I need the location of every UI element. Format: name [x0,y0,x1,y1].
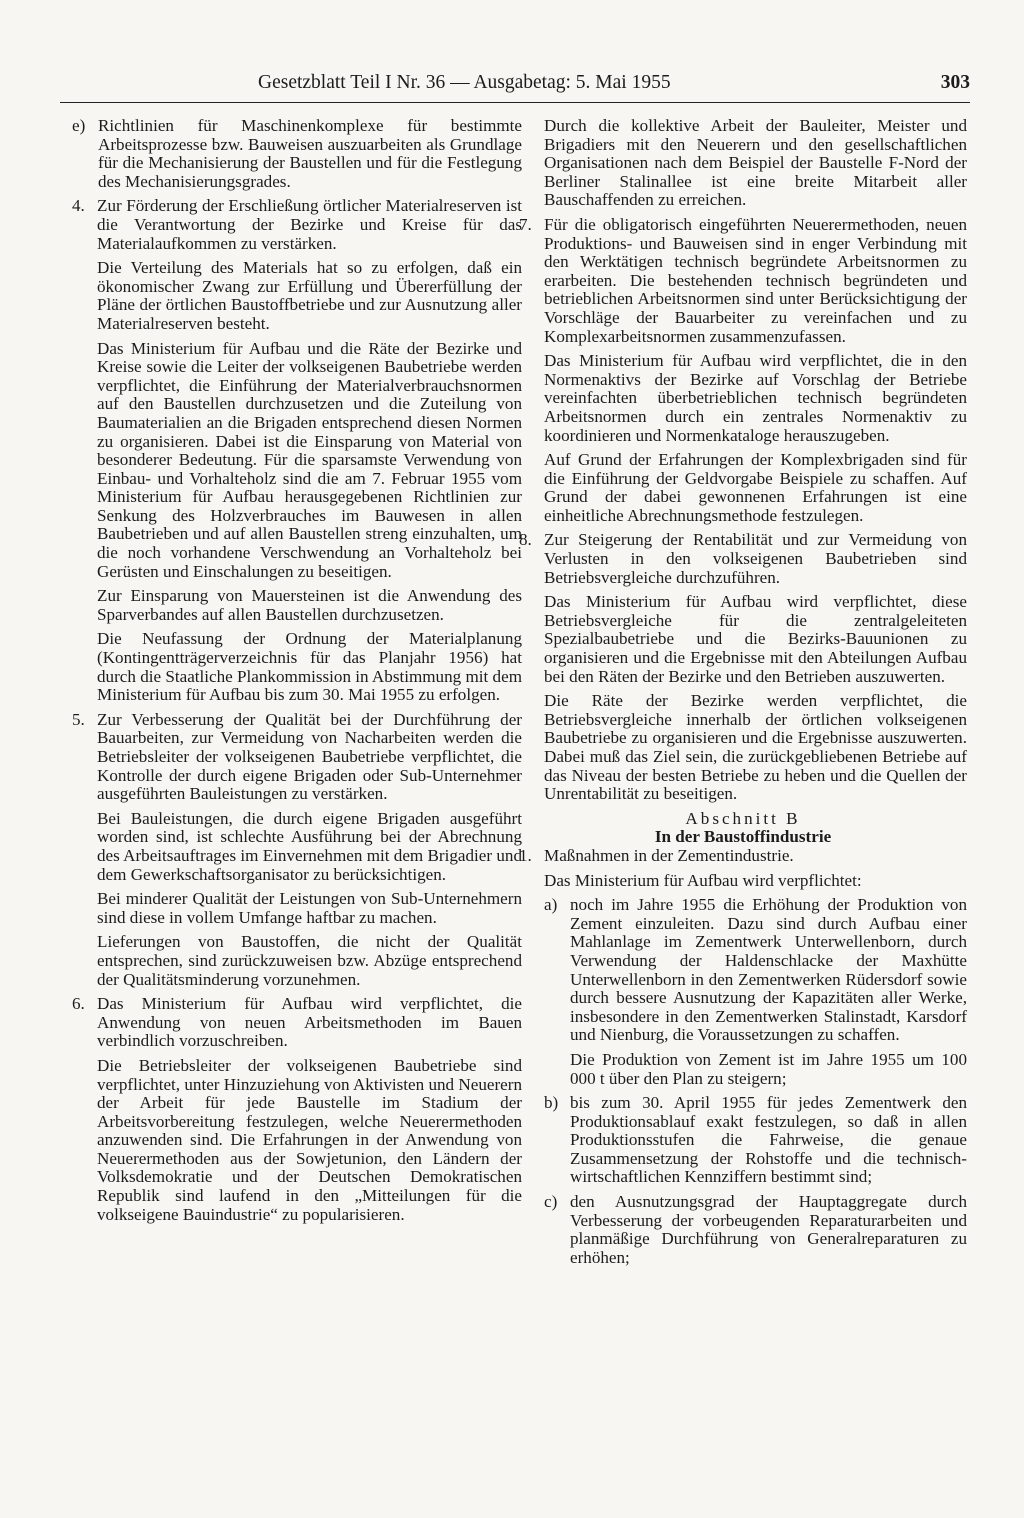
paragraph: Zur Einsparung von Mauersteinen ist die Anwendung des Sparverbandes auf allen Baustellen durchzusetzen. [97,586,522,624]
item-marker: b) [544,1093,559,1113]
paragraph: Zur Steigerung der Rentabilität und zur Vermeidung von Verlusten in den volkseigenen Baubetrieben sind Betriebsvergleiche durchzuführen. [544,530,967,587]
paragraph: Die Betriebsleiter der volkseigenen Baubetriebe sind verpflichtet, unter Hinzuziehung von Aktivisten und Neuerern der Arbeit für jede Baustelle im Stadium der Arbeitsvorbereitung festzulegen, welche Neuerermethoden anzuwenden sind. Die Erfahrungen in der Anwendung von Neuerermethoden aus der Sowjetunion, den Ländern der Volksdemokratie und der Deutschen Demokratischen Republik sind laufend in den „Mitteilungen für die volkseigene Bauindustrie“ zu popularisieren. [97,1055,522,1224]
paragraph: noch im Jahre 1955 die Erhöhung der Produktion von Zement einzuleiten. Dazu sind durch Aufbau einer Mahlanlage im Zementwerk Unterwellenborn, durch Verwendung der Haldenschlacke der Maxhütte Unterwellenborn in den Zementwerken Rüdersdorf sowie durch bessere Ausnutzung der Kapazitäten aller Werke, insbesondere in den Zementwerken Stalinstadt, Karsdorf und Nienburg, die Voraussetzungen zu schaffen. [570,895,967,1045]
paragraph: Auf Grund der Erfahrungen der Komplexbrigaden sind für die Einführung der Geldvorgabe Beispiele zu schaffen. Auf Grund der dabei gewonnenen Erfahrungen ist eine einheitliche Abrechnungsmethode festzulegen. [544,450,967,525]
item-number: 7. [519,214,532,234]
sub-item-c [544,1193,967,1267]
paragraph: Das Ministerium für Aufbau wird verpflichtet, diese Betriebsvergleiche für die zentralgeleiteten Spezialbaubetriebe und die Bezirks-Bauunionen zu organisieren und die Ergebnisse mit den Abteilungen Aufbau bei den Räten der Bezirke und den Betrieben auszuwerten. [544,592,967,686]
paragraph: Das Ministerium für Aufbau wird verpflichtet, die in den Normenaktivs der Bezirke auf Vorschlag der Betriebe vereinfachten überbetrieblichen technisch begründeten Arbeitsnormen durch ein zentrales Normenaktiv zu koordinieren und Normenkataloge herauszugeben. [544,351,967,445]
paragraph: Die Räte der Bezirke werden verpflichtet, die Betriebsvergleiche innerhalb der örtlichen volkseigenen Baubetriebe zu organisieren und die Ergebnisse auszuwerten. Dabei muß das Ziel sein, die zurückgebliebenen Betriebe auf das Niveau der besten Betriebe zu heben und die Quellen der Unrentabilität zu beseitigen. [544,691,967,804]
item-number: 5. [72,709,85,729]
paragraph: Durch die kollektive Arbeit der Bauleiter, Meister und Brigadiers mit den Neuerern und den gesellschaftlichen Organisationen nach dem Beispiel der Baustelle F-Nord der Berliner Stalinallee ist eine breite Mitarbeit aller Bauschaffenden zu erreichen. [544,116,967,210]
paragraph: Das Ministerium für Aufbau wird verpflichtet: [544,870,862,890]
list-item-4 [72,197,522,704]
paragraph: Die Produktion von Zement ist im Jahre 1955 um 100 000 t über den Plan zu steigern; [570,1049,967,1088]
paragraph: bis zum 30. April 1955 für jedes Zementwerk den Produktionsablauf exakt festzulegen, so daß in allen Produktionsstufen die Fahrweise, die genaue Zusammensetzung der Rohstoffe und die technisch-wirtschaftlichen Kennziffern bestimmt sind; [570,1093,967,1187]
paragraph: Das Ministerium für Aufbau und die Räte der Bezirke und Kreise sowie die Leiter der volkseigenen Baubetriebe werden verpflichtet, die Einführung der Materialverbrauchsnormen auf den Baustellen durchzusetzen und die Zuteilung von Baumaterialien an die Brigaden entsprechend diesen Normen zu organisieren. Dabei ist die Einsparung von Material von besonderer Bedeutung. Für die sparsamste Verwendung von Einbau- und Vorhalteholz sind die am 7. Februar 1955 vom Ministerium für Aufbau herausgegebenen Richtlinien zur Senkung des Holzverbrauches im Bauwesen in allen Baubetrieben und auf allen Baustellen streng einzuhalten, um die noch vorhandene Verschwendung an Vorhalteholz bei Gerüsten und Einschalungen zu beseitigen. [97,338,522,581]
sub-item-a [544,896,967,1088]
paragraph: Die Verteilung des Materials hat so zu erfolgen, daß ein ökonomischer Zwang zur Erfüllung und Übererfüllung der Pläne der örtlichen Baustoffbetriebe und zur Ausnutzung aller Materialreserven besteht. [97,258,522,333]
list-item-8 [519,531,967,803]
item-title: Maßnahmen in der Zementindustrie. [544,845,794,865]
paragraph: Bei minderer Qualität der Leistungen von Sub-Unternehmern sind diese in vollem Umfange haftbar zu machen. [97,889,522,927]
right-column [519,117,967,1273]
paragraph: Zur Förderung der Erschließung örtlicher Materialreserven ist die Verantwortung der Bezirke und Kreise für das Materialaufkommen zu verstärken. [97,196,522,253]
list-item-5 [72,711,522,989]
paragraph: Zur Verbesserung der Qualität bei der Durchführung der Bauarbeiten, zur Vermeidung von Nacharbeiten werden die Betriebsleiter der volkseigenen Baubetriebe verpflichtet, die Kontrolle der durch eigene Brigaden oder Sub-Unternehmer ausgeführten Bauleistungen zu verstärken. [97,709,522,804]
list-item-b1 [519,847,967,1267]
list-item-6 [72,995,522,1224]
page-header [60,72,970,103]
section-subheading: In der Baustoffindustrie [654,827,832,847]
paragraph: Das Ministerium für Aufbau wird verpflichtet, die Anwendung von neuen Arbeitsmethoden im Bauen verbindlich vorzuschreiben. [97,994,522,1051]
section-heading: Abschnitt B [685,808,801,828]
header-title: Gesetzblatt Teil I Nr. 36 — Ausgabetag: 5. Mai 1955 [258,72,671,93]
paragraph: Lieferungen von Baustoffen, die nicht der Qualität entsprechen, sind zurückzuweisen bzw. Abzüge entsprechend der Qualitätsminderung vorzunehmen. [97,932,522,989]
sub-item-b [544,1094,967,1187]
paragraph: Bei Bauleistungen, die durch eigene Brigaden ausgeführt worden sind, ist schlechte Ausführung bei der Abrechnung des Arbeitsauftrages im Einvernehmen mit dem Brigadier und dem Gewerkschaftsorganisator zu berücksichtigen. [97,808,522,884]
paragraph: Die Neufassung der Ordnung der Materialplanung (Kontingentträgerverzeichnis für das Planjahr 1956) hat durch die Staatliche Plankommission in Abstimmung mit dem Ministerium für Aufbau bis zum 30. Mai 1955 zu erfolgen. [97,629,522,705]
paragraph: den Ausnutzungsgrad der Hauptaggregate durch Verbesserung der vorbeugenden Reparaturarbeiten und planmäßige Durchführung von Generalreparaturen zu erhöhen; [570,1192,967,1267]
item-number: 6. [72,994,85,1014]
list-item-e [72,117,522,191]
page-number: 303 [940,72,970,93]
item-number: 8. [519,530,532,550]
item-marker: c) [544,1192,558,1212]
item-number: 1. [519,845,532,865]
paragraph: Für die obligatorisch eingeführten Neuerermethoden, neuen Produktions- und Bauweisen sind in enger Verbindung mit den Werktätigen technisch begründete Arbeitsnormen zu erarbeiten. Die bestehenden technisch begründeten und betrieblichen Arbeitsnormen sind unter Berücksichtigung der Vorschläge der Bauarbeiter zu vereinfachen und zu Komplexarbeitsnormen zusammenzufassen. [544,214,967,346]
continuation-block [519,117,967,210]
paragraph: Richtlinien für Maschinenkomplexe für bestimmte Arbeitsprozesse bzw. Bauweisen auszuarbeiten als Grundlage für die Mechanisierung der Baustellen und für die Festlegung des Mechanisierungsgrades. [98,116,522,191]
left-column [72,117,522,1230]
item-marker: a) [544,895,558,915]
item-marker: e) [72,116,86,135]
item-number: 4. [72,196,85,216]
list-item-7 [519,216,967,526]
